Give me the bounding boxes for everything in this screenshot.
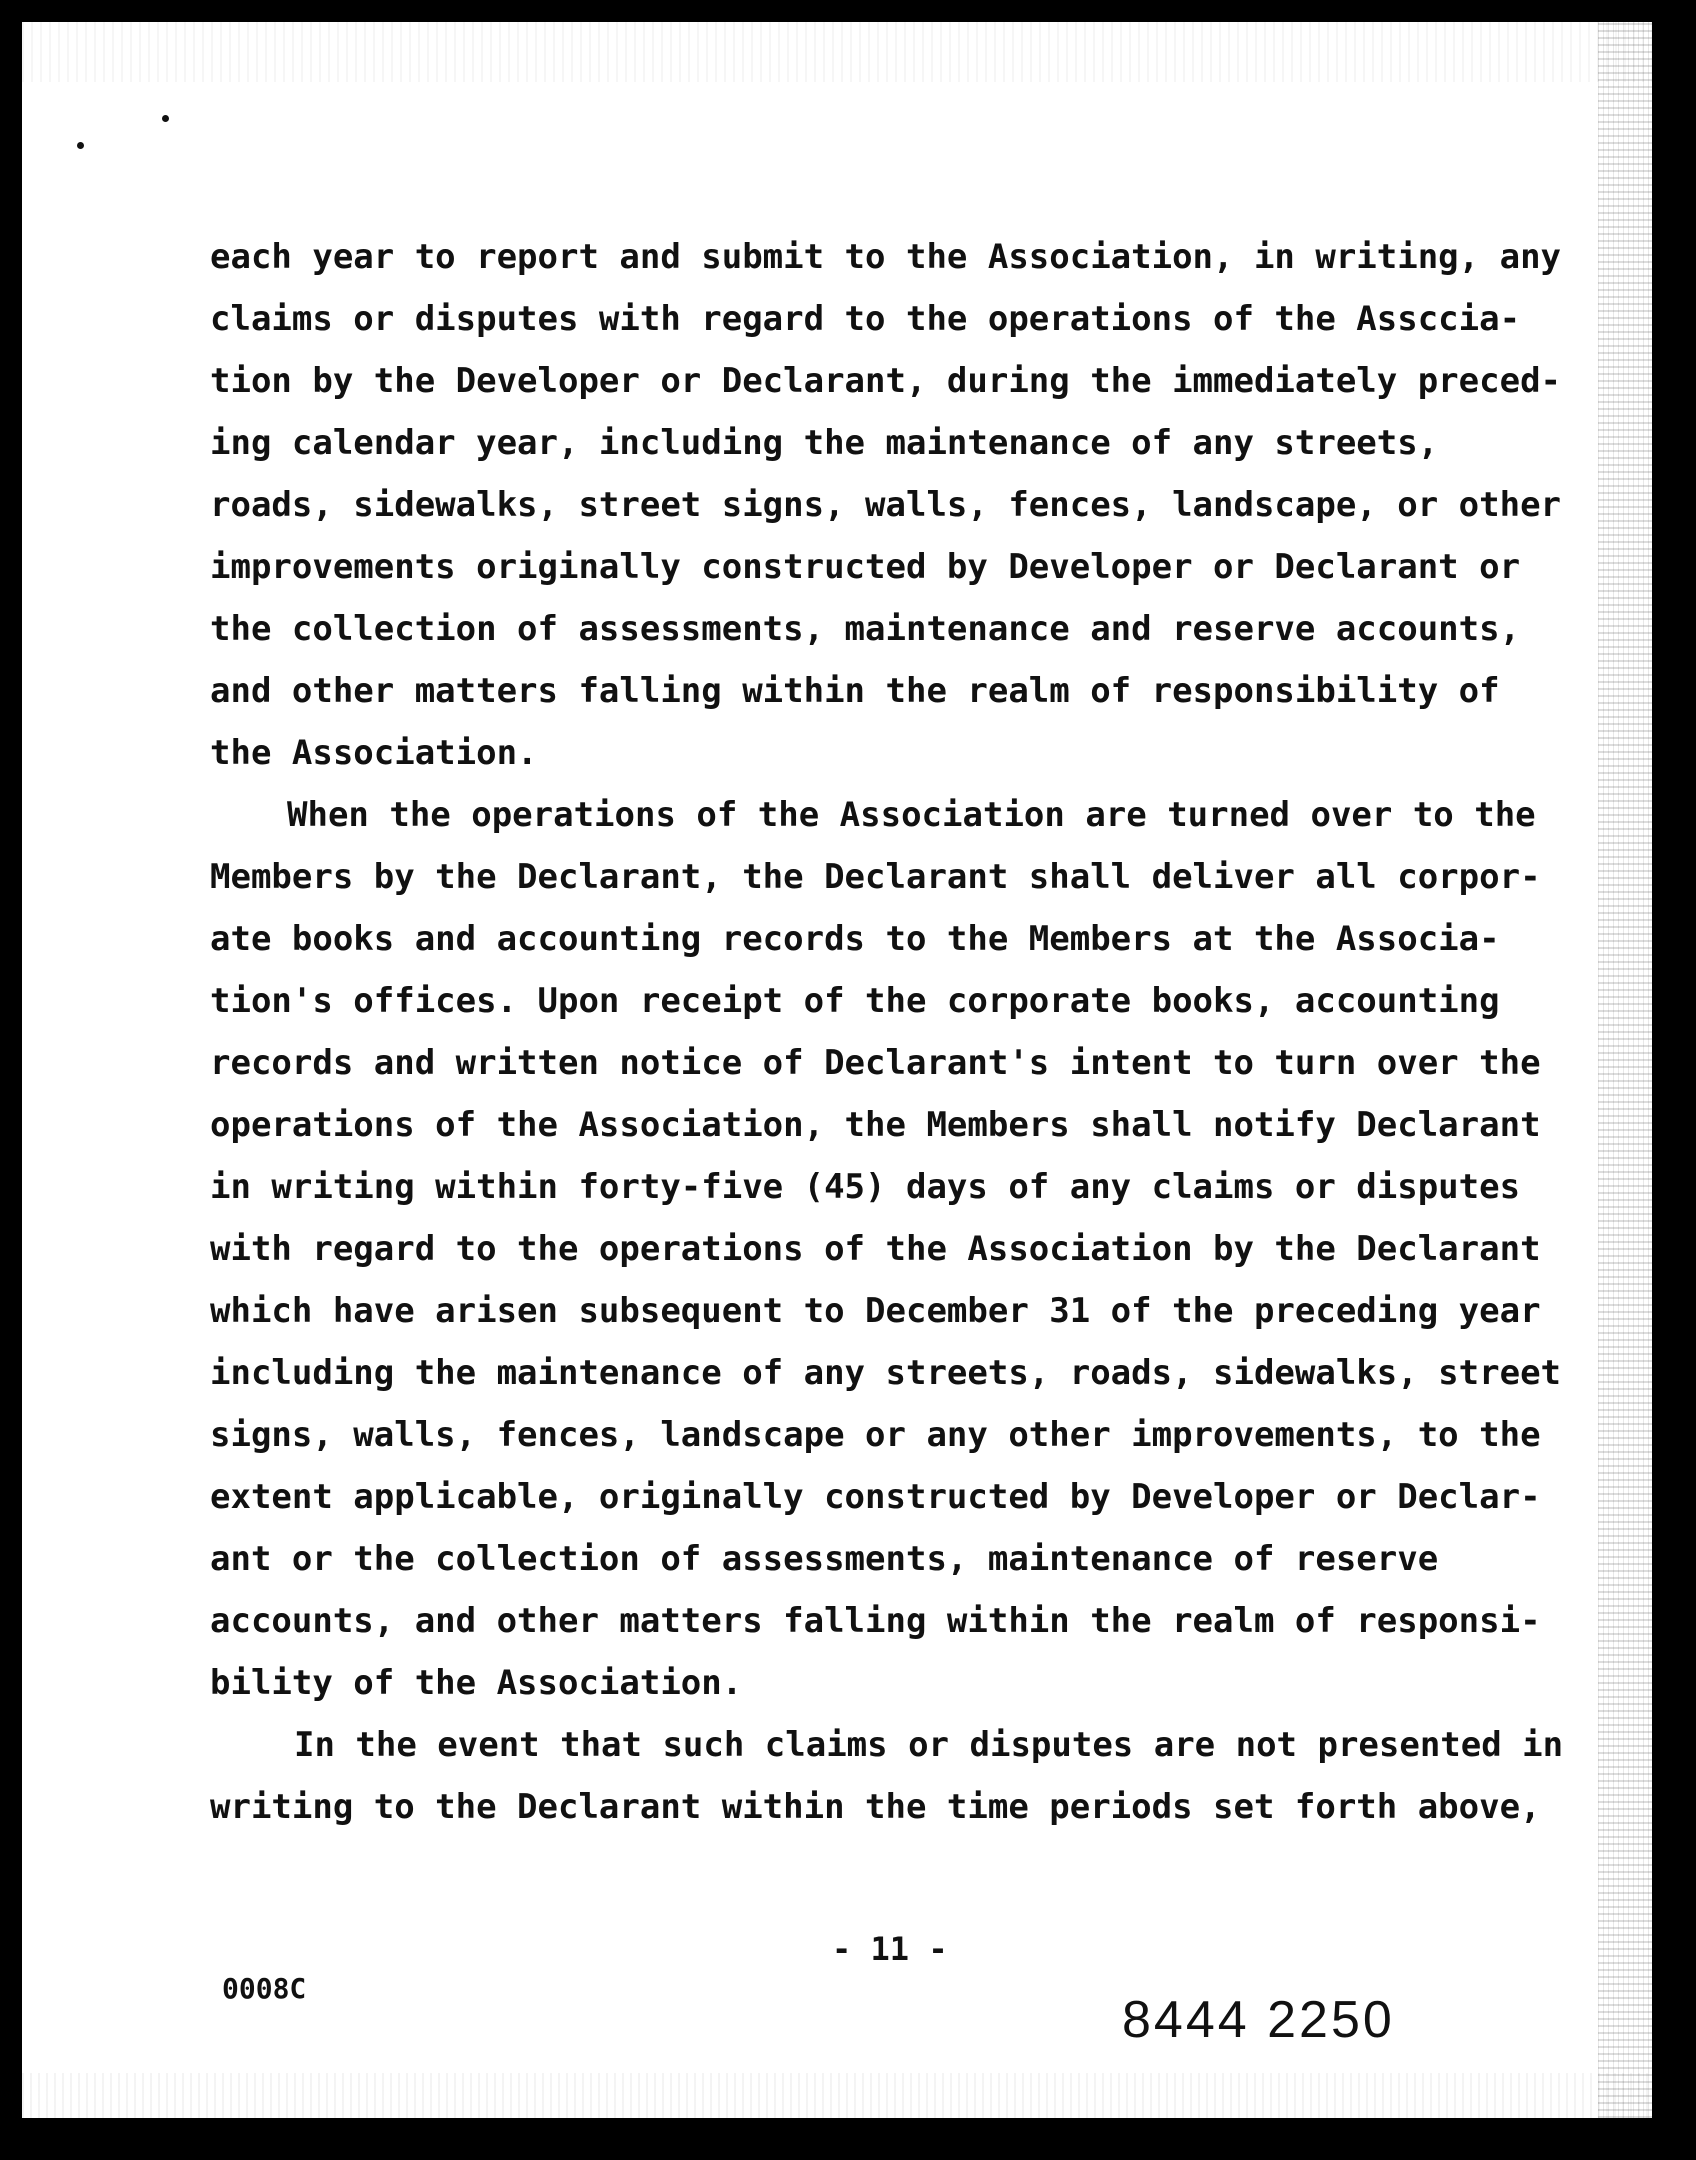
text-line: in writing within forty-five (45) days of any claims or disputes bbox=[210, 1167, 1521, 1207]
text-line: which have arisen subsequent to December 31 of the preceding year bbox=[210, 1291, 1541, 1331]
document-code: 0008C bbox=[222, 1972, 307, 2005]
text-line: with regard to the operations of the Association by the Declarant bbox=[210, 1229, 1541, 1269]
text-line: improvements originally constructed by Developer or Declarant or bbox=[210, 547, 1521, 587]
text-line: tion by the Developer or Declarant, during the immediately preced- bbox=[210, 361, 1562, 401]
text-line: records and written notice of Declarant's intent to turn over the bbox=[210, 1043, 1541, 1083]
speck-mark bbox=[162, 115, 169, 122]
text-line: bility of the Association. bbox=[210, 1663, 743, 1703]
scan-noise-top bbox=[22, 22, 1652, 82]
text-line: roads, sidewalks, street signs, walls, fences, landscape, or other bbox=[210, 485, 1562, 525]
scan-noise-right bbox=[1598, 22, 1652, 2118]
text-line: Members by the Declarant, the Declarant shall deliver all corpor- bbox=[210, 857, 1541, 897]
text-line: the Association. bbox=[210, 733, 538, 773]
text-line: ing calendar year, including the maintenance of any streets, bbox=[210, 423, 1439, 463]
text-line: In the event that such claims or disputes are not presented in bbox=[294, 1725, 1564, 1765]
speck-mark bbox=[77, 142, 84, 149]
scanned-page bbox=[22, 22, 1652, 2118]
text-line: writing to the Declarant within the time periods set forth above, bbox=[210, 1787, 1541, 1827]
text-line: claims or disputes with regard to the operations of the Assccia- bbox=[210, 299, 1521, 339]
text-line: the collection of assessments, maintenance and reserve accounts, bbox=[210, 609, 1521, 649]
text-line: ant or the collection of assessments, maintenance of reserve bbox=[210, 1539, 1439, 1579]
book-page-stamp: 8444 2250 bbox=[1122, 1991, 1395, 2049]
page-number: - 11 - bbox=[832, 1930, 948, 1968]
text-line: accounts, and other matters falling within the realm of responsi- bbox=[210, 1601, 1541, 1641]
scan-noise-bottom bbox=[22, 2073, 1652, 2118]
text-line: signs, walls, fences, landscape or any other improvements, to the bbox=[210, 1415, 1541, 1455]
text-line: and other matters falling within the realm of responsibility of bbox=[210, 671, 1500, 711]
text-line: operations of the Association, the Members shall notify Declarant bbox=[210, 1105, 1541, 1145]
text-line: extent applicable, originally constructed by Developer or Declar- bbox=[210, 1477, 1541, 1517]
text-line: tion's offices. Upon receipt of the corporate books, accounting bbox=[210, 981, 1500, 1021]
text-line: ate books and accounting records to the Members at the Associa- bbox=[210, 919, 1500, 959]
text-line: When the operations of the Association are turned over to the bbox=[287, 795, 1536, 835]
text-line: each year to report and submit to the Association, in writing, any bbox=[210, 237, 1562, 277]
text-line: including the maintenance of any streets, roads, sidewalks, street bbox=[210, 1353, 1562, 1393]
